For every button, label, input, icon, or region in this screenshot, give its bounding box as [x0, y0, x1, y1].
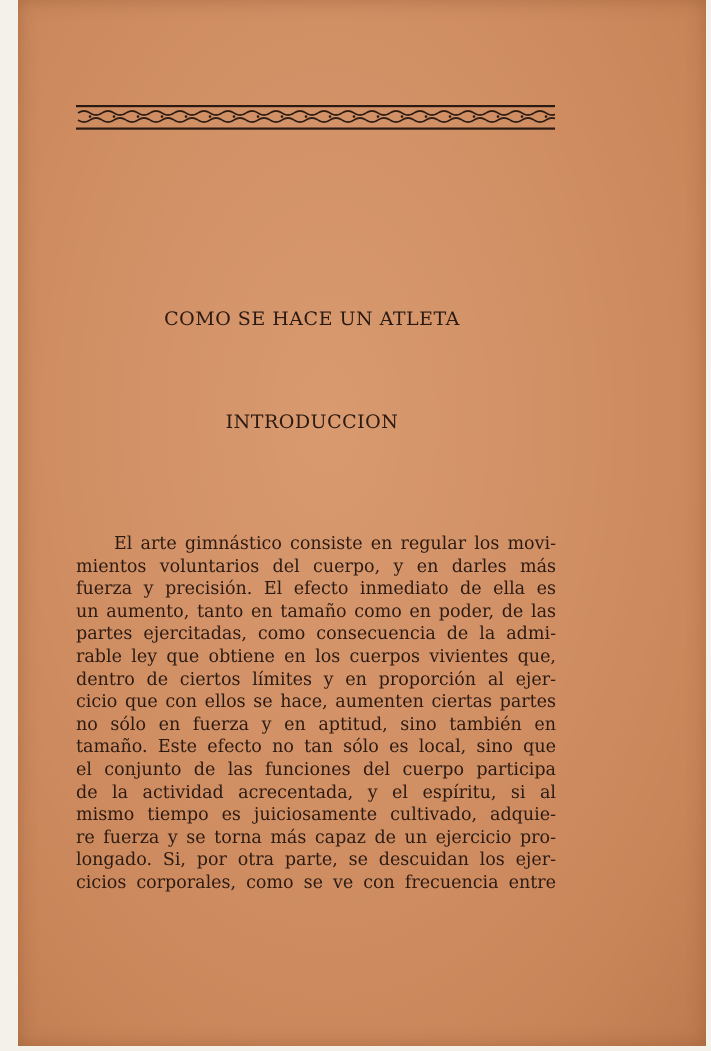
text-line: el conjunto de las funciones del cuerpo participa [76, 759, 556, 780]
text-line: re fuerza y se torna más capaz de un ejercicio pro- [76, 827, 556, 848]
text-line: no sólo en fuerza y en aptitud, sino también en [76, 714, 556, 735]
text-line: dentro de ciertos límites y en proporción al ejer- [76, 669, 556, 690]
decorative-border-ornament [76, 105, 555, 130]
text-line: un aumento, tanto en tamaño como en poder, de las [76, 601, 556, 622]
text-line: mismo tiempo es juiciosamente cultivado, adquie- [76, 805, 556, 826]
text-line: fuerza y precisión. El efecto inmediato de ella es [76, 579, 556, 600]
text-line: de la actividad acrecentada, y el espíritu, si al [76, 782, 556, 803]
text-line: tamaño. Este efecto no tan sólo es local, sino que [76, 737, 556, 758]
body-paragraph [76, 533, 556, 895]
text-line: rable ley que obtiene en los cuerpos vivientes que, [76, 646, 556, 667]
text-line: mientos voluntarios del cuerpo, y en darles más [76, 556, 556, 577]
text-line: cicio que con ellos se hace, aumenten ciertas partes [76, 692, 556, 713]
text-line: partes ejercitadas, como consecuencia de la admi- [76, 624, 556, 645]
book-page [18, 0, 706, 1046]
chapter-title: COMO SE HACE UN ATLETA [164, 308, 460, 330]
section-heading: INTRODUCCION [225, 411, 399, 433]
text-line: cicios corporales, como se ve con frecuencia entre [76, 872, 556, 893]
text-line: longado. Si, por otra parte, se descuidan los ejer- [76, 850, 556, 871]
text-line: El arte gimnástico consiste en regular los movi- [114, 534, 556, 554]
